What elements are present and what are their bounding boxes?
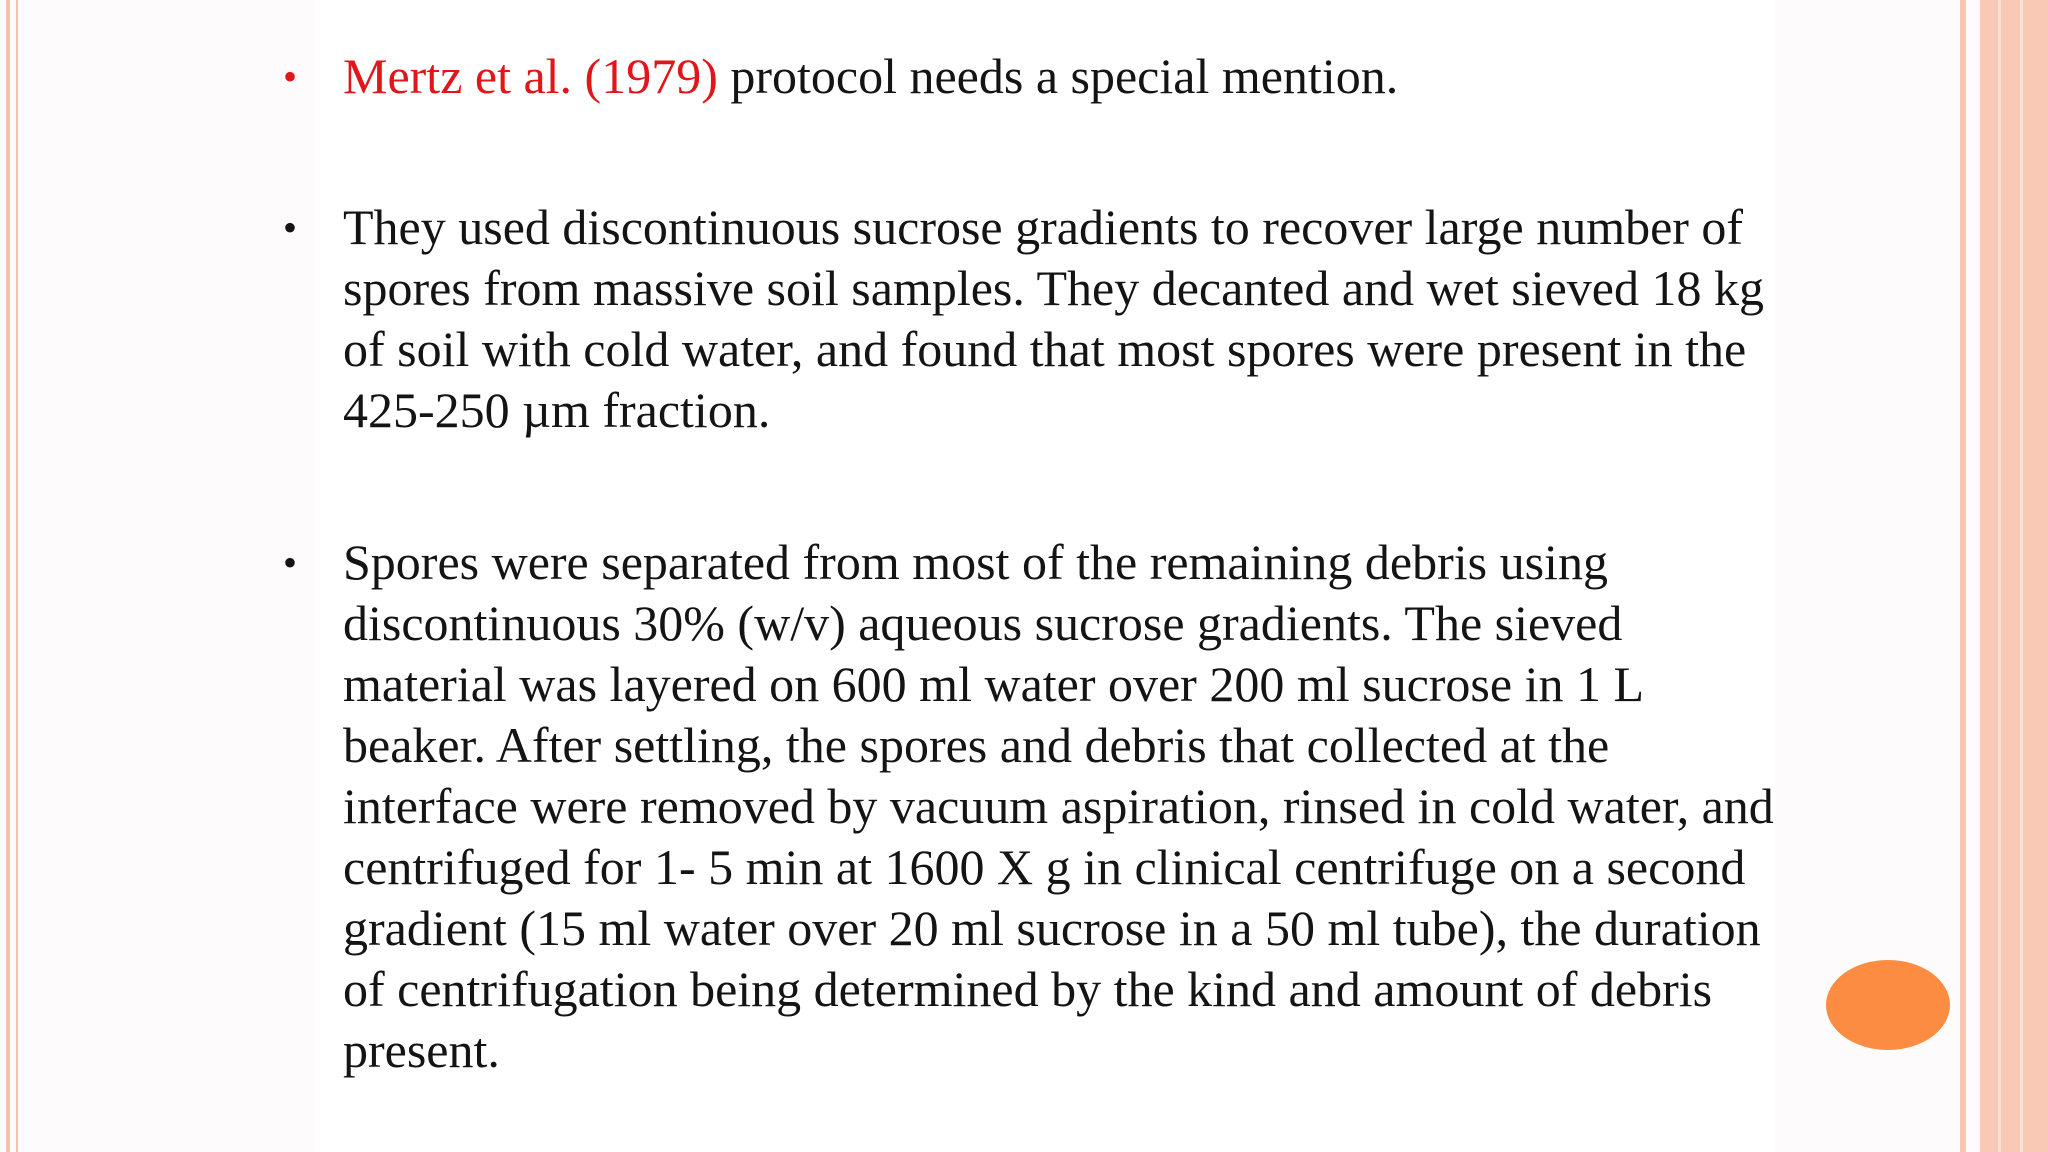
left-border-line xyxy=(6,0,10,1152)
left-border-line-inner xyxy=(16,0,18,1152)
bullet-item-3 xyxy=(283,532,1789,1081)
bullet-text xyxy=(343,46,1783,107)
bullet-icon: • xyxy=(283,54,298,99)
right-band-stripe xyxy=(2020,0,2023,1152)
bullet-item-1 xyxy=(283,46,1789,107)
bullet-text: Spores were separated from most of the remaining debris using discontinuous 30% (w/v) aqueous sucrose gradients. The sieved material was layered on 600 ml water over 200 ml sucrose in 1 L beaker. After settling, the spores and debris that collected at the interface were removed by vacuum aspiration, rinsed in cold water, and centrifuged for 1- 5 min at 1600 X g in clinical centrifuge on a second gradient (15 ml water over 20 ml sucrose in a 50 ml tube), the duration of centrifugation being determined by the kind and amount of debris present. xyxy=(343,534,1774,1078)
bullet-item-2 xyxy=(283,197,1789,441)
right-border-line xyxy=(1960,0,1966,1152)
right-border-band xyxy=(1980,0,2048,1152)
citation-link: Mertz et al. (1979) xyxy=(343,48,718,104)
bullet-text-rest: protocol needs a special mention. xyxy=(717,48,1399,104)
bullet-icon: • xyxy=(283,205,298,250)
right-band-stripe xyxy=(1998,0,2001,1152)
bullet-icon: • xyxy=(283,540,298,585)
decorative-dot-icon xyxy=(1826,960,1950,1050)
bullet-text: They used discontinuous sucrose gradients to recover large number of spores from massive soil samples. They decanted and wet sieved 18 kg of soil with cold water, and found that most spores were present in the 425-250 µm fraction. xyxy=(343,199,1764,438)
slide-content xyxy=(283,0,1775,1152)
